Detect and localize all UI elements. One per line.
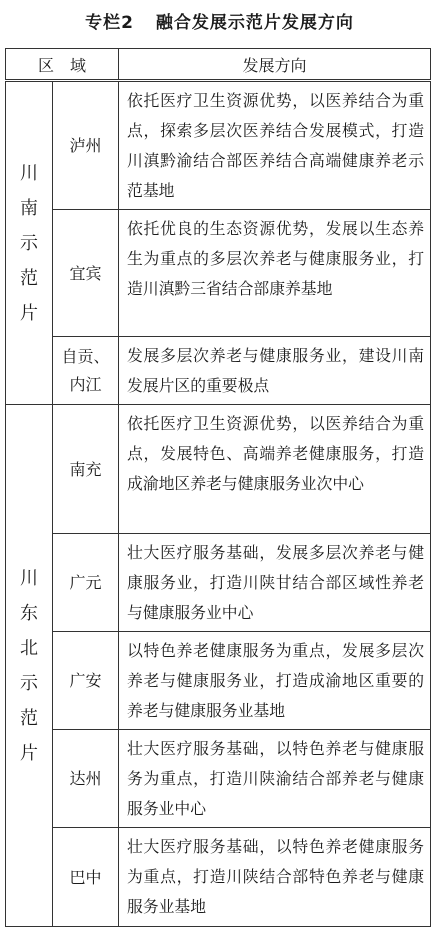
table-row	[6, 210, 431, 337]
table-row	[6, 828, 431, 927]
city-cell: 南充	[53, 405, 119, 534]
city-cell	[53, 337, 119, 405]
city-cell: 广安	[53, 632, 119, 730]
table-header-row	[6, 49, 431, 81]
region-name: 川东北示范片	[20, 567, 38, 764]
direction-cell: 壮大医疗服务基础，以特色养老与健康服务为重点，打造川陕渝结合部养老与健康服务业中心	[119, 730, 431, 828]
direction-cell: 以特色养老健康服务为重点，发展多层次养老与健康服务业，打造成渝地区重要的养老与健康服务业基地	[119, 632, 431, 730]
direction-cell: 壮大医疗服务基础，发展多层次养老与健康服务业，打造川陕甘结合部区域性养老与健康服务业中心	[119, 534, 431, 632]
table-row	[6, 81, 431, 210]
development-direction-table	[5, 48, 431, 927]
direction-cell: 依托优良的生态资源优势，发展以生态养生为重点的多层次养老与健康服务业，打造川滇黔三省结合部康养基地	[119, 210, 431, 337]
column-title	[0, 0, 439, 40]
table-row	[6, 337, 431, 405]
city-cell: 达州	[53, 730, 119, 828]
column-title-text: 融合发展示范片发展方向	[155, 12, 354, 33]
direction-cell: 依托医疗卫生资源优势，以医养结合为重点，探索多层次医养结合发展模式，打造川滇黔渝结合部医养结合高端健康养老示范基地	[119, 81, 431, 210]
city-cell: 广元	[53, 534, 119, 632]
city-cell: 泸州	[53, 81, 119, 210]
header-direction: 发展方向	[119, 49, 431, 81]
region-cell-chuandongbei	[6, 405, 53, 927]
column-label: 专栏2	[85, 12, 134, 33]
direction-cell: 壮大医疗服务基础，以特色养老健康服务为重点，打造川陕结合部特色养老与健康服务业基地	[119, 828, 431, 927]
header-region: 区 域	[6, 49, 119, 81]
table-row	[6, 534, 431, 632]
city-cell: 宜宾	[53, 210, 119, 337]
region-name: 川南示范片	[20, 162, 38, 324]
table-row	[6, 405, 431, 534]
direction-cell: 依托医疗卫生资源优势，以医养结合为重点，发展特色、高端养老健康服务，打造成渝地区养老与健康服务业次中心	[119, 405, 431, 534]
city-name: 自贡、内江	[61, 346, 110, 394]
direction-cell: 发展多层次养老与健康服务业，建设川南发展片区的重要极点	[119, 337, 431, 405]
region-cell-chuannan	[6, 81, 53, 405]
table-row	[6, 632, 431, 730]
table-row	[6, 730, 431, 828]
city-cell: 巴中	[53, 828, 119, 927]
